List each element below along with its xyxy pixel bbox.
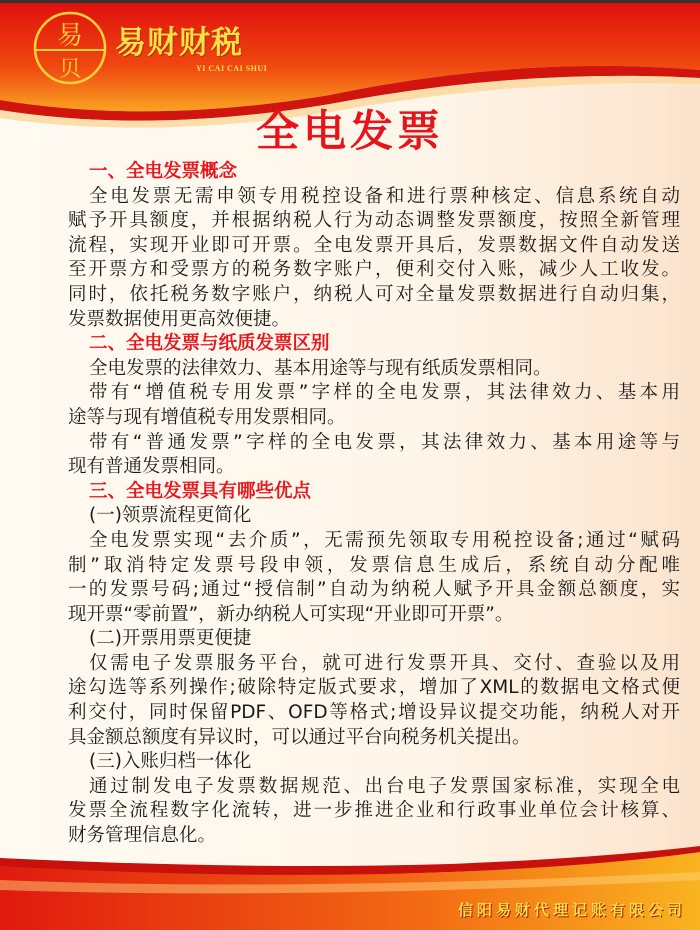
brand-subtitle: YI CAI CAI SHUI [196, 64, 268, 73]
section-heading: 一、全电发票概念 [89, 161, 238, 182]
body-text-line: 发票全流程数字化流转，进一步推进企业和行政事业单位会计核算、 [68, 800, 680, 822]
body-text-line: (三)入账归档一体化 [89, 751, 252, 773]
section-heading: 三、全电发票具有哪些优点 [89, 480, 312, 502]
body-text-line: 一的发票号码;通过“授信制”自动为纳税人赋予开具金额总额度，实 [68, 579, 680, 601]
body-text-line: 流程，实现开业即可开票。全电发票开具后，发票数据文件自动发送 [68, 234, 680, 256]
body-text-line: (一)领票流程更简化 [89, 505, 252, 527]
body-text-line: 途勾选等系列操作;破除特定版式要求，增加了XML的数据电文格式便 [68, 677, 680, 699]
body-text-line: 途等与现有增值税专用发票相同。 [68, 406, 346, 428]
section-heading: 二、全电发票与纸质发票区别 [89, 333, 330, 355]
brand-name: 易财财税 [115, 25, 243, 61]
body-text-line: 全电发票实现“去介质”，无需预先领取专用税控设备;通过“赋码 [89, 529, 680, 551]
body-text-line: 带有“普通发票”字样的全电发票，其法律效力、基本用途等与 [89, 431, 680, 453]
body-text-line: 现有普通发票相同。 [68, 456, 235, 478]
poster-content [68, 160, 680, 849]
body-text-line: 具金额总额度有异议时，可以通过平台向税务机关提出。 [68, 726, 531, 748]
body-text-line: 财务管理信息化。 [68, 825, 217, 847]
body-text-line: 发票数据使用更高效便捷。 [68, 308, 291, 330]
svg-text:易: 易 [56, 21, 84, 51]
body-text-line: 利交付，同时保留PDF、OFD等格式;增设异议提交功能，纳税人对开 [68, 702, 680, 724]
body-text-line: 带有“增值税专用发票”字样的全电发票，其法律效力、基本用 [89, 382, 680, 404]
body-text-line: 仅需电子发票服务平台，就可进行发票开具、交付、查验以及用 [89, 652, 680, 674]
company-name: 信阳易财代理记账有限公司 [457, 901, 686, 919]
body-text-line: 通过制发电子发票数据规范、出台电子发票国家标准，实现全电 [89, 775, 680, 797]
body-text-line: 现开票“零前置”，新办纳税人可实现“开业即可开票”。 [68, 603, 514, 625]
page-title: 全电发票 [256, 107, 444, 157]
body-text-line: 至开票方和受票方的税务数字账户，便利交付入账，减少人工收发。 [68, 259, 680, 281]
body-text-line: 同时，依托税务数字账户，纳税人可对全量发票数据进行自动归集， [68, 283, 680, 305]
body-text-line: 全电发票的法律效力、基本用途等与现有纸质发票相同。 [89, 357, 552, 379]
body-text-line: 全电发票无需申领专用税控设备和进行票种核定、信息系统自动 [89, 185, 680, 207]
body-text-line: 赋予开具额度，并根据纳税人行为动态调整发票额度，按照全新管理 [68, 210, 680, 232]
svg-text:贝: 贝 [58, 57, 82, 82]
body-text-line: 制”取消特定发票号段申领，发票信息生成后，系统自动分配唯 [68, 554, 680, 576]
body-text-line: (二)开票用票更便捷 [89, 628, 252, 650]
brand-logo [30, 8, 110, 88]
